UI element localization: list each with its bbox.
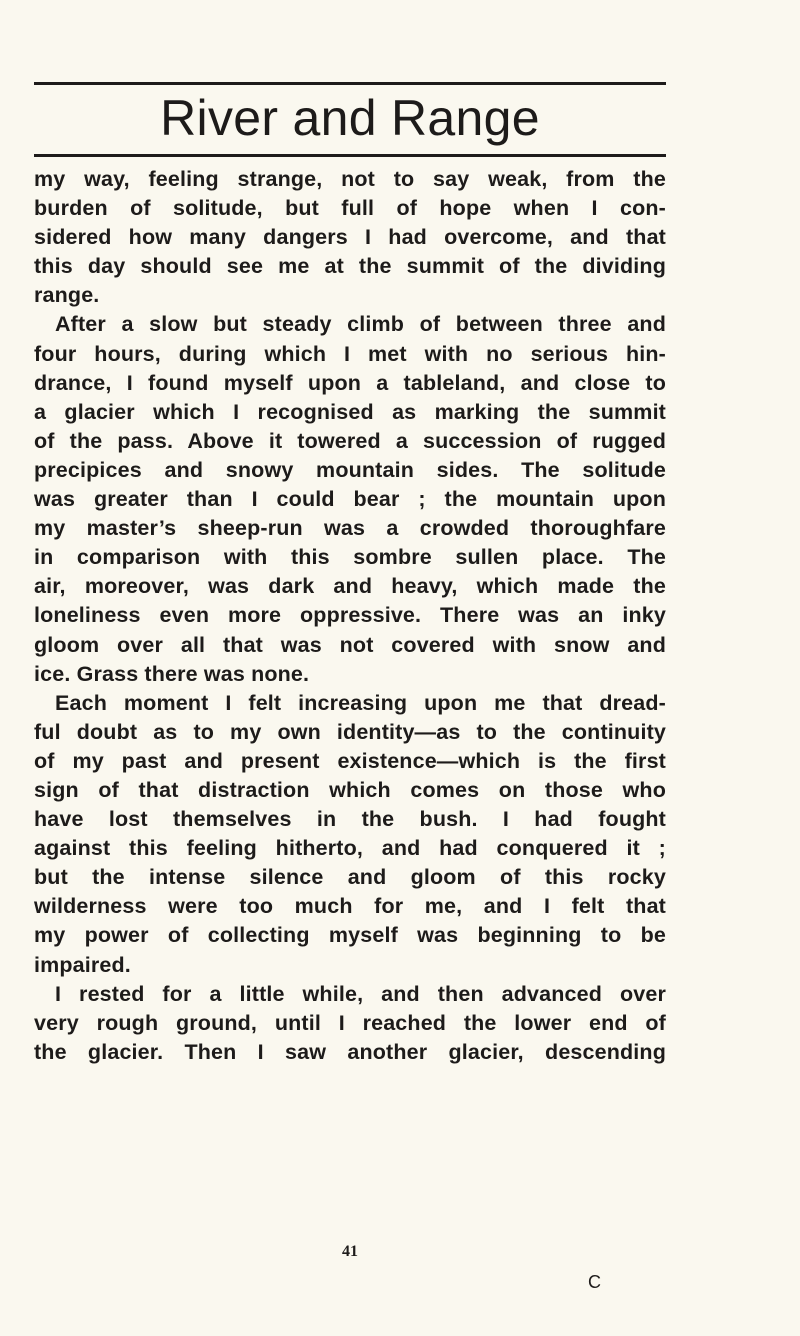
text-line: air, moreover, was dark and heavy, which made the — [34, 574, 666, 599]
text-line: was greater than I could bear ; the mountain upon — [34, 487, 666, 512]
page-number: 41 — [342, 1243, 358, 1260]
text-line: this day should see me at the summit of the dividing — [34, 254, 666, 279]
running-title: River and Range — [160, 90, 540, 146]
body-text — [34, 165, 666, 1067]
text-line: precipices and snowy mountain sides. The solitude — [34, 457, 666, 482]
text-line: very rough ground, until I reached the lower end of — [34, 1010, 666, 1035]
text-line: my master’s sheep-run was a crowded thoroughfare — [34, 516, 666, 541]
text-line: of the pass. Above it towered a succession of rugged — [34, 428, 666, 453]
text-line: in comparison with this sombre sullen place. The — [34, 545, 666, 570]
text-line: four hours, during which I met with no serious hin- — [34, 341, 666, 366]
text-line: the glacier. Then I saw another glacier, descending — [34, 1039, 666, 1064]
text-line: a glacier which I recognised as marking the summit — [34, 399, 666, 424]
text-line: gloom over all that was not covered with snow and — [34, 632, 666, 657]
text-line: impaired. — [34, 952, 131, 977]
text-line: After a slow but steady climb of between three and — [55, 312, 666, 337]
text-line: against this feeling hitherto, and had conquered it ; — [34, 836, 666, 861]
text-line: burden of solitude, but full of hope when I con- — [34, 196, 666, 221]
text-line: sign of that distraction which comes on those who — [34, 777, 666, 802]
header-rule-bottom — [34, 154, 666, 157]
text-line: my way, feeling strange, not to say weak, from the — [34, 167, 666, 191]
text-line: ful doubt as to my own identity—as to the continuity — [34, 719, 666, 744]
text-line: Each moment I felt increasing upon me that dread- — [55, 690, 666, 715]
text-line: sidered how many dangers I had overcome, and that — [34, 225, 666, 250]
text-line: I rested for a little while, and then advanced over — [55, 981, 666, 1006]
text-line: have lost themselves in the bush. I had fought — [34, 807, 666, 832]
text-line: drance, I found myself upon a tableland, and close to — [34, 370, 666, 395]
signature-mark: C — [588, 1272, 601, 1292]
text-line: but the intense silence and gloom of this rocky — [34, 865, 666, 890]
text-line: ice. Grass there was none. — [34, 661, 310, 686]
text-line: wilderness were too much for me, and I felt that — [34, 894, 666, 919]
text-line: my power of collecting myself was beginning to be — [34, 923, 666, 948]
text-line: loneliness even more oppressive. There was an inky — [34, 603, 666, 628]
text-line: range. — [34, 283, 100, 308]
text-line: of my past and present existence—which is the first — [34, 748, 666, 773]
